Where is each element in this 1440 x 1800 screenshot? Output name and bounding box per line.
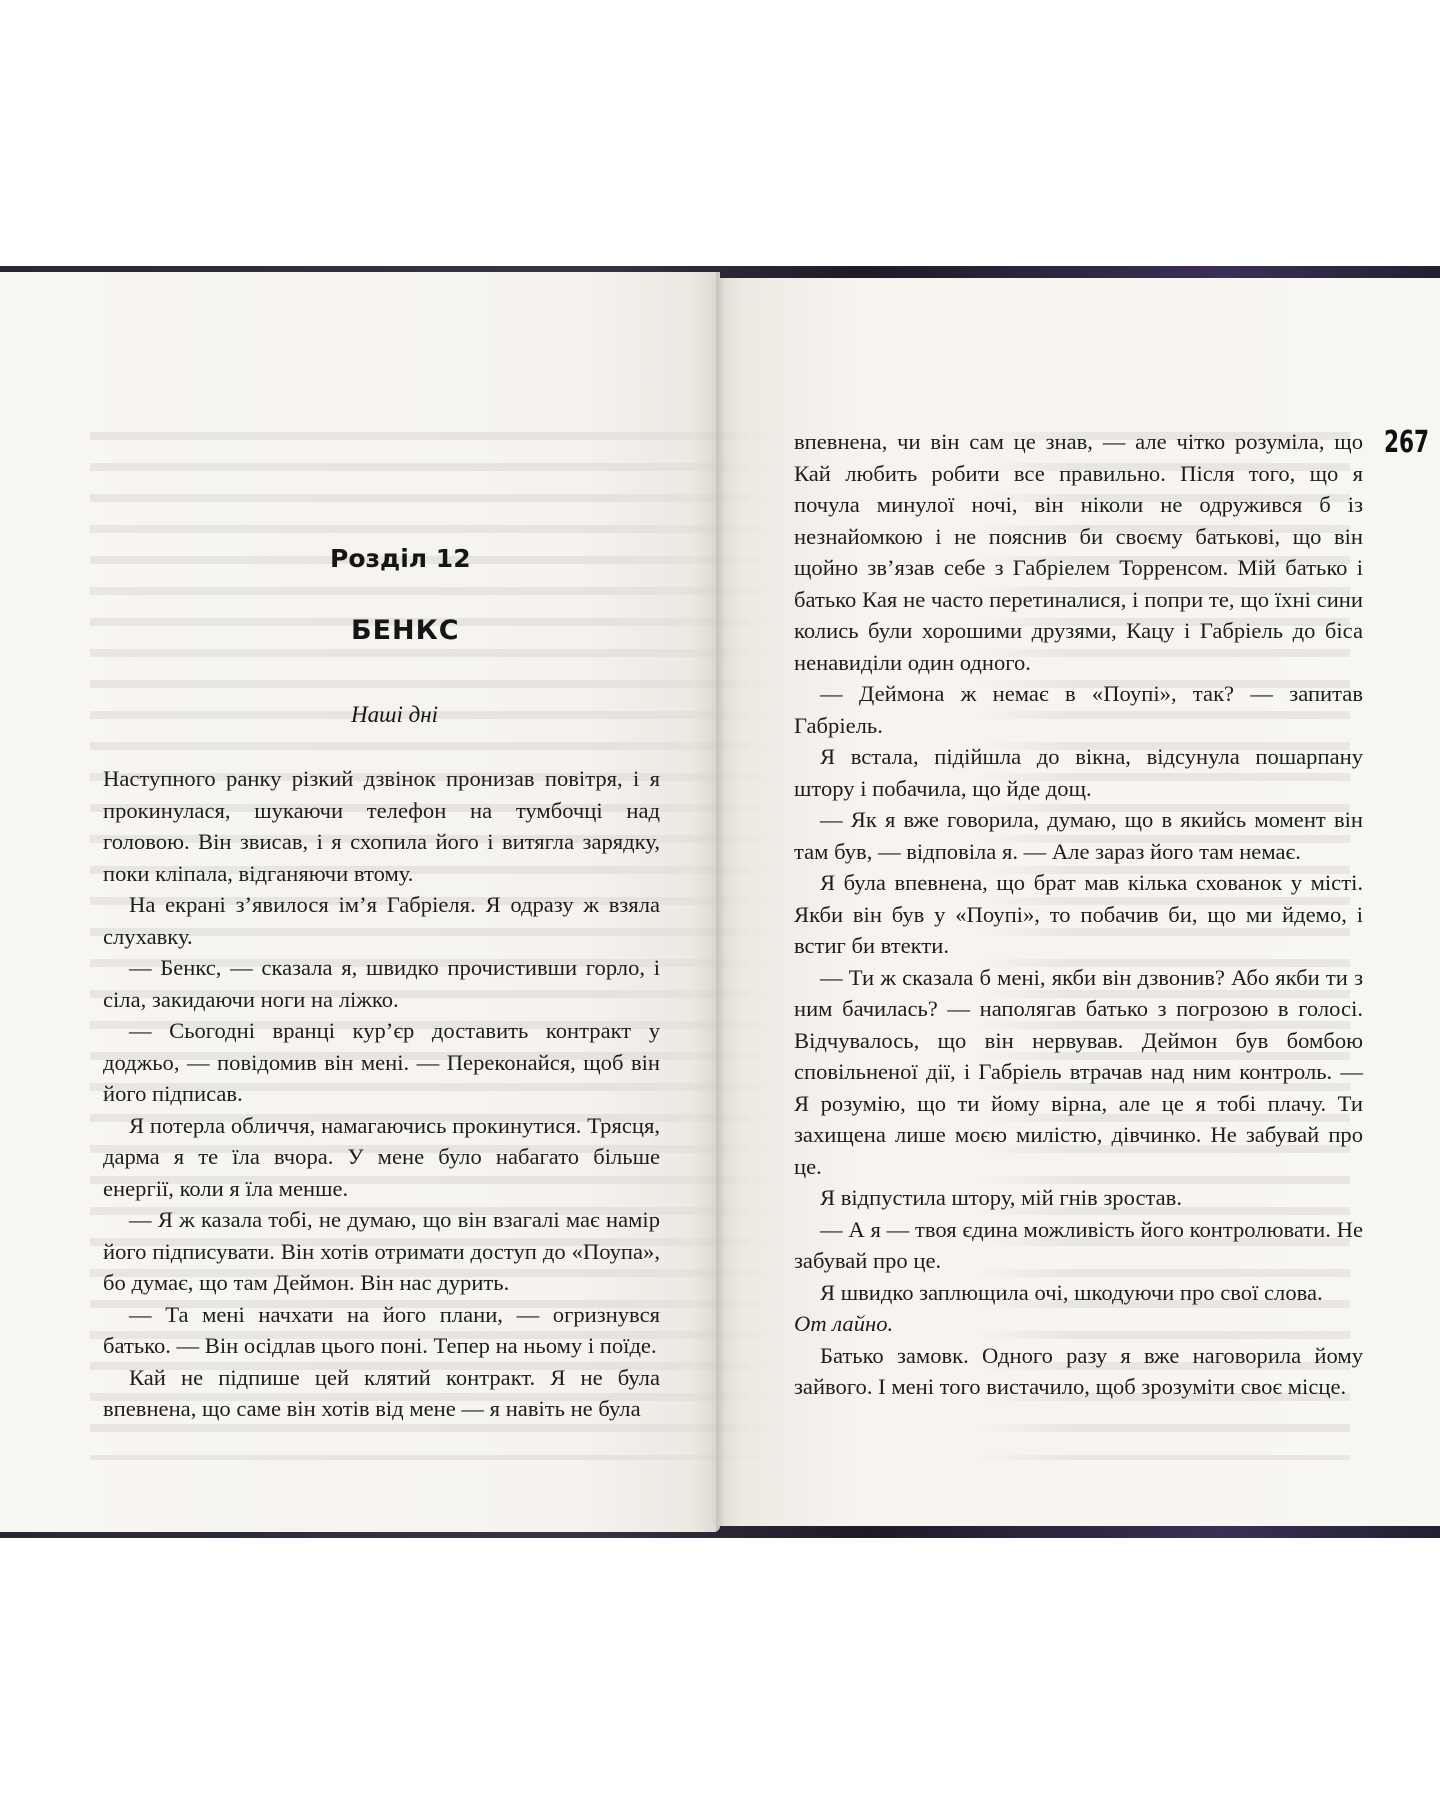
paragraph: Батько замовк. Одного разу я вже наговорила йому зайвого. І мені того вистачило, щоб зрозуміти своє місце. (794, 1342, 1363, 1399)
paragraph: Я швидко заплющила очі, шкодуючи про свої слова. (820, 1279, 1323, 1305)
paragraph: Кай не підпише цей клятий контракт. Я не була впевнена, що саме він хотів від мене — я навіть не була (103, 1364, 660, 1421)
paragraph: — Деймона ж немає в «Поупі», так? — запитав Габріель. (794, 681, 1363, 738)
paragraph-italic: От лайно. (794, 1311, 894, 1336)
right-page-text (794, 426, 1363, 1403)
paragraph: На екрані з’явилося ім’я Габріеля. Я одразу ж взяла слухавку. (103, 892, 660, 949)
paragraph: Я була впевнена, що брат мав кілька схованок у місті. Якби він був у «Поупі», то побачив би, що ми йдемо, і встиг би втекти. (794, 870, 1363, 958)
left-page-text (103, 763, 660, 1425)
paragraph: — Бенкс, — сказала я, швидко прочистивши горло, і сіла, закидаючи ноги на ліжко. (103, 955, 660, 1012)
chapter-narrator: БЕНКС (351, 615, 460, 646)
paragraph: — Та мені начхати на його плани, — огризнувся батько. — Він осідлав цього поні. Тепер на ньому і поїде. (103, 1301, 660, 1358)
paragraph: Я відпустила штору, мій гнів зростав. (820, 1185, 1182, 1210)
chapter-time: Наші дні (351, 702, 439, 727)
paragraph: — Ти ж сказала б мені, якби він дзвонив? Або якби ти з ним бачилась? — наполягав батько з погрозою в голосі. Відчувалось, що він нервував. Деймон був бомбою сповільненої дії, і Габріель втрачав над ним контроль. — Я розумію, що ти йому вірна, але це я тобі плачу. Ти захищена лише моєю милістю, дівчинко. Не забувай про це. (794, 964, 1363, 1179)
page-number: 267 (1384, 425, 1430, 460)
paragraph: — Сьогодні вранці кур’єр доставить контракт у доджьо, — повідомив він мені. — Переконайся, щоб він його підписав. (103, 1018, 660, 1106)
paragraph: — Я ж казала тобі, не думаю, що він взагалі має намір його підписувати. Він хотів отримати доступ до «Поупа», бо думає, що там Деймон. Він нас дурить. (103, 1207, 660, 1295)
paragraph: Наступного ранку різкий дзвінок пронизав повітря, і я прокинулася, шукаючи телефон на тумбочці над головою. Він звисав, і я схопила його і витягла зарядку, поки кліпала, відганяючи втому. (103, 766, 660, 886)
chapter-heading: Розділ 12 (330, 544, 471, 573)
paragraph: Я встала, підійшла до вікна, відсунула пошарпану штору і побачила, що йде дощ. (794, 744, 1363, 801)
paragraph: — А я — твоя єдина можливість його контролювати. Не забувай про це. (794, 1216, 1363, 1273)
paragraph: впевнена, чи він сам це знав, — але чітко розуміла, що Кай любить робити все правильно. Після того, що я почула минулої ночі, він ніколи не одружився б із незнайомкою і не пояснив би своєму батькові, що він щойно зв’язав себе з Габріелем Торренсом. Мій батько і батько Кая не часто перетиналися, і попри те, що їхні сини колись були хорошими друзями, Кацу і Габріель до біса ненавиділи один одного. (794, 429, 1363, 675)
paragraph: Я потерла обличчя, намагаючись прокинутися. Трясця, дарма я те їла вчора. У мене було набагато більше енергії, коли я їла менше. (103, 1112, 660, 1201)
paragraph: — Як я вже говорила, думаю, що в якийсь момент він там був, — відповіла я. — Але зараз його там немає. (794, 807, 1363, 864)
